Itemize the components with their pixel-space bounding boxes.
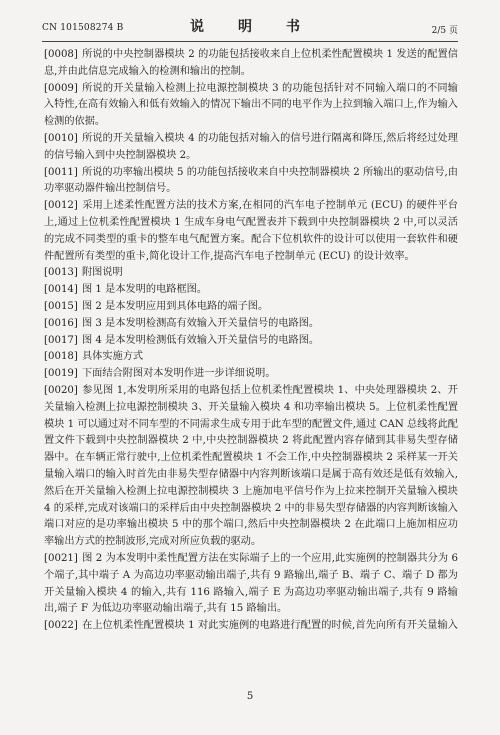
paragraph-number: [0022] — [44, 620, 78, 632]
paragraph-number: [0017] — [44, 334, 78, 346]
paragraph-0021 — [44, 551, 458, 618]
paragraph-number: [0010] — [44, 132, 78, 144]
paragraph-number: [0013] — [44, 267, 78, 279]
paragraph-number: [0016] — [44, 317, 78, 329]
paragraph-number: [0008] — [44, 49, 78, 60]
paragraph-0017 — [44, 333, 458, 350]
section-heading: 附图说明 — [82, 267, 123, 279]
paragraph-text: 下面结合附图对本发明作进一步详细说明。 — [82, 368, 276, 380]
paragraph-0022 — [44, 618, 458, 632]
paragraph-number: [0020] — [44, 384, 78, 396]
section-heading: 具体实施方式 — [82, 351, 144, 363]
paragraph-text: 采用上述柔性配置方法的技术方案,在相同的汽车电子控制单元 (ECU) 的硬件平台上,通过上位机柔性配置模块 1 生成车身电气配置表并下载到中央控制器模块 2 中,可以灵活的完成不同类型的重卡的整车电气配置方案。配合下位机软件的设计可以使用一套软件和硬件配置所有类型的重卡,简化设计工作,提高汽车电子控制单元 (ECU) 的设计效率。 — [44, 200, 458, 262]
paragraph-0008 — [44, 47, 458, 81]
page-count: 2/5 页 — [431, 26, 458, 36]
paragraph-number: [0015] — [44, 300, 78, 312]
paragraph-0010 — [44, 131, 458, 165]
paragraph-number: [0019] — [44, 368, 78, 380]
paragraph-number: [0011] — [44, 166, 78, 178]
paragraph-0012 — [44, 198, 458, 265]
page-number: 5 — [246, 691, 254, 702]
paragraph-text: 所说的中央控制器模块 2 的功能包括接收来自上位机柔性配置模块 1 发送的配置信息,并由此信息完成输入的检测和输出的控制。 — [44, 49, 458, 77]
paragraph-text: 所说的开关量输入检测上拉电源控制模块 3 的功能包括针对不同输入端口的不同输入特性,在高有效输入和低有效输入的情况下输出不同的电平作为上拉到输入端口上,作为输入检测的依据。 — [44, 82, 458, 128]
paragraph-0011 — [44, 165, 458, 199]
page-header — [42, 14, 458, 40]
paragraph-text: 图 1 是本发明的电路框图。 — [82, 284, 208, 296]
document-title: 说 明 书 — [190, 19, 310, 35]
paragraph-text: 图 4 是本发明检测低有效输入开关量信号的电路图。 — [82, 334, 320, 346]
header-rule — [42, 41, 458, 42]
paragraph-text: 所说的开关量输入模块 4 的功能包括对输入的信号进行隔离和降压,然后将经过处理的信号输入到中央控制器模块 2。 — [44, 132, 458, 161]
paragraph-0019 — [44, 366, 458, 383]
paragraph-text: 图 2 为本发明中柔性配置方法在实际端子上的一个应用,此实施例的控制器共分为 6 个端子,其中端子 A 为高边功率驱动输出端子,共有 9 路输出,端子 B、端子 C、端子 D 都为开关量输入模块 4 的输入,共有 116 路输入,端子 E 为高边功率驱动输出端子,共有 9 路输出,端子 F 为低边功率驱动输出端子,共有 15 路输出。 — [44, 552, 458, 615]
paragraph-number: [0014] — [44, 284, 78, 296]
patent-number: CN 101508274 B — [42, 23, 124, 33]
paragraph-text: 图 2 是本发明应用到具体电路的端子图。 — [82, 300, 269, 312]
paragraph-number: [0009] — [44, 82, 78, 94]
paragraph-number: [0012] — [44, 200, 78, 212]
paragraph-text: 所说的功率输出模块 5 的功能包括接收来自中央控制器模块 2 所输出的驱动信号,由功率驱动器件输出控制信号。 — [44, 166, 458, 195]
paragraph-text: 在上位机柔性配置模块 1 对此实施例的电路进行配置的时候,首先向所有开关量输入 — [82, 620, 458, 632]
paragraph-0018 — [44, 349, 458, 366]
paragraph-number: [0021] — [44, 552, 78, 564]
paragraph-0016 — [44, 316, 458, 333]
document-body — [44, 47, 458, 632]
paragraph-0015 — [44, 299, 458, 316]
paragraph-0013 — [44, 265, 458, 282]
paragraph-text: 图 3 是本发明检测高有效输入开关量信号的电路图。 — [82, 317, 320, 329]
paragraph-0020 — [44, 383, 458, 551]
paragraph-text: 参见图 1,本发明所采用的电路包括上位机柔性配置模块 1、中央处理器模块 2、开关量输入检测上拉电源控制模块 3、开关量输入模块 4 和功率输出模块 5。上位机柔性配置模块 1 可以通过对不同车型的不同需求生成专用于此车型的配置文件,通过 CAN 总线将此配置文件下载到中央控制器模块 2 中,中央控制器模块 2 将此配置内容存储到其非易失型存储器中。在车辆正常行驶中,上位机柔性配置模块 1 不会工作,中央控制器模块 2 采样某一开关量输入端口的输入时首先由非易失型存储器中内容判断该端口是属于高有效还是低有效输入,然后在开关量输入检测上拉电源控制模块 3 上施加电平信号作为上拉来控制开关量输入模块 4 的采样,完成对该端口的采样后由中央控制器模块 2 中的非易失型存储器的内容判断该输入端口对应的是功率输出模块 5 中的那个端口,然后中央控制器模块 2 在此端口上施加相应功率输出方式的控制波形,完成对所应负载的驱动。 — [44, 384, 458, 548]
paragraph-0014 — [44, 282, 458, 299]
paragraph-number: [0018] — [44, 351, 78, 363]
paragraph-0009 — [44, 81, 458, 131]
